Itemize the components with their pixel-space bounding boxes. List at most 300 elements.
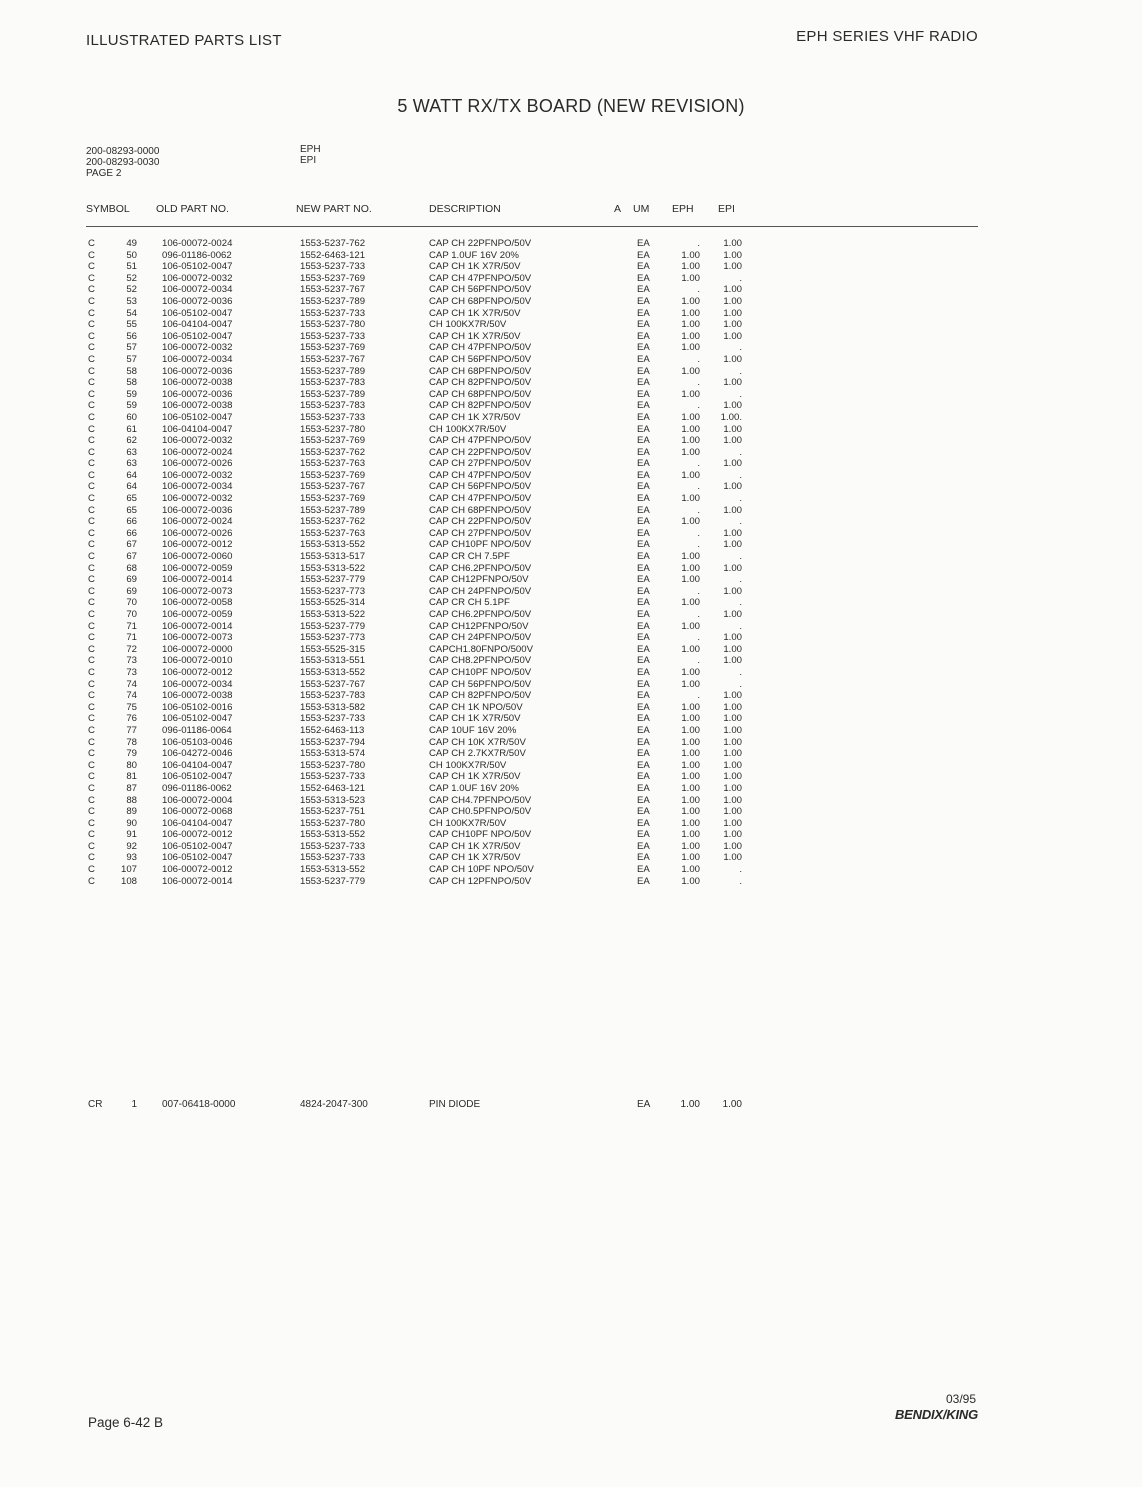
cell-um: EA (637, 458, 650, 470)
cell-eph: 1.00 (681, 643, 700, 655)
assembly-part-number: 200-08293-0000 (86, 146, 160, 157)
cell-symbol: C (88, 458, 95, 470)
cell-old-part: 106-05102-0047 (162, 330, 233, 342)
column-header-old-part: OLD PART NO. (156, 203, 229, 215)
table-row (0, 470, 1142, 482)
table-row (0, 667, 1142, 679)
cell-eph: . (697, 632, 700, 644)
cell-new-part: 1553-5237-779 (300, 875, 366, 887)
cell-epi: 1.00 (723, 330, 742, 342)
cell-old-part: 106-05102-0047 (162, 852, 233, 864)
cell-um: EA (637, 736, 650, 748)
cell-new-part: 1553-5237-762 (300, 516, 366, 528)
cell-new-part: 1553-5237-789 (300, 365, 366, 377)
cell-um: EA (637, 238, 650, 249)
cell-number: 65 (126, 493, 137, 505)
table-row (0, 412, 1142, 424)
cell-description: CAP CH 1K X7R/50V (429, 307, 521, 319)
cell-new-part: 1553-5237-783 (300, 690, 366, 702)
cell-new-part: 1553-5237-733 (300, 840, 366, 852)
cell-number: 74 (126, 678, 137, 690)
cell-description: CAP CH 68PFNPO/50V (429, 504, 532, 516)
cell-new-part: 1553-5525-314 (300, 597, 366, 609)
cell-symbol: C (88, 388, 95, 400)
cell-epi: 1.00. (720, 411, 742, 423)
cell-epi: 1.00 (723, 632, 742, 644)
cell-um: EA (637, 643, 650, 655)
cell-um: EA (637, 724, 650, 736)
cell-number: 92 (126, 840, 137, 852)
cell-eph: 1.00 (681, 307, 700, 319)
cell-description: CAP CH 47PFNPO/50V (429, 435, 532, 447)
cell-old-part: 096-01186-0062 (162, 782, 232, 794)
cell-description: PIN DIODE (429, 1099, 481, 1110)
table-row (0, 690, 1142, 702)
cell-eph: 1.00 (681, 620, 700, 632)
table-row (0, 829, 1142, 841)
cell-epi: 1.00 (723, 295, 742, 307)
cell-um: EA (637, 620, 650, 632)
cell-eph: 1.00 (681, 875, 700, 887)
cell-number: 67 (126, 551, 137, 563)
cell-symbol: C (88, 875, 95, 887)
cell-old-part: 106-00072-0014 (162, 620, 233, 632)
cell-eph: 1.00 (681, 295, 700, 307)
cell-new-part: 1553-5237-783 (300, 377, 366, 389)
table-row (0, 609, 1142, 621)
cell-new-part: 1553-5237-767 (300, 678, 366, 690)
cell-um: EA (637, 771, 650, 783)
cell-eph: 1.00 (681, 829, 700, 841)
cell-number: 78 (126, 736, 137, 748)
cell-um: EA (637, 817, 650, 829)
cell-old-part: 106-00072-0014 (162, 574, 233, 586)
cell-number: 64 (126, 469, 137, 481)
cell-new-part: 1553-5237-733 (300, 771, 366, 783)
cell-symbol: C (88, 852, 95, 864)
cell-old-part: 106-00072-0012 (162, 666, 233, 678)
cell-symbol: C (88, 238, 95, 249)
cell-eph: . (697, 527, 700, 539)
table-row (0, 250, 1142, 262)
cell-new-part: 1553-5237-767 (300, 284, 366, 296)
cell-um: EA (637, 829, 650, 841)
table-row (0, 284, 1142, 296)
cell-epi: 1.00 (723, 806, 742, 818)
cell-eph: 1.00 (681, 771, 700, 783)
column-header-epi: EPI (718, 203, 735, 215)
cell-description: CAP CH 2.7KX7R/50V (429, 748, 526, 760)
table-header (0, 203, 1142, 217)
cell-epi: 1.00 (723, 284, 742, 296)
cell-symbol: C (88, 724, 95, 736)
table-row (0, 771, 1142, 783)
cell-symbol: C (88, 353, 95, 365)
cell-description: CAP CH6.2PFNPO/50V (429, 562, 532, 574)
cell-eph: 1.00 (681, 446, 700, 458)
cell-old-part: 096-01186-0062 (162, 249, 232, 261)
cell-new-part: 1553-5313-574 (300, 748, 366, 760)
cell-number: 52 (126, 272, 137, 284)
cell-number: 1 (131, 1099, 137, 1110)
cell-um: EA (637, 249, 650, 261)
cell-epi: 1.00 (723, 724, 742, 736)
cell-old-part: 106-00072-0024 (162, 516, 233, 528)
cell-old-part: 106-00072-0073 (162, 585, 233, 597)
cell-old-part: 106-00072-0034 (162, 353, 233, 365)
cell-number: 70 (126, 609, 137, 620)
cell-description: CAP CH8.2PFNPO/50V (429, 655, 532, 667)
cell-eph: 1.00 (681, 493, 700, 505)
cell-epi: 1.00 (723, 713, 742, 725)
cell-description: CAP CH 82PFNPO/50V (429, 400, 532, 412)
cell-eph: 1.00 (681, 840, 700, 852)
cell-um: EA (637, 411, 650, 423)
cell-symbol: C (88, 585, 95, 597)
cell-eph: . (697, 585, 700, 597)
cell-number: 55 (126, 319, 137, 331)
cell-symbol: C (88, 701, 95, 713)
cell-symbol: C (88, 609, 95, 620)
cell-description: CAP CH 24PFNPO/50V (429, 585, 532, 597)
cell-new-part: 1553-5237-769 (300, 435, 366, 447)
cell-number: 53 (126, 295, 137, 307)
cell-epi: . (739, 597, 742, 609)
table-row (0, 528, 1142, 540)
cell-symbol: C (88, 782, 95, 794)
cell-description: CAP CR CH 5.1PF (429, 597, 510, 609)
cell-number: 62 (126, 435, 137, 447)
cell-new-part: 1553-5237-780 (300, 319, 366, 331)
table-row (0, 539, 1142, 551)
cell-new-part: 1553-5237-780 (300, 759, 366, 771)
table-row (0, 319, 1142, 331)
cell-epi: 1.00 (723, 377, 742, 389)
cell-description: CAP CH 68PFNPO/50V (429, 388, 532, 400)
cell-eph: 1.00 (681, 701, 700, 713)
cell-um: EA (637, 319, 650, 331)
table-row (0, 551, 1142, 563)
cell-epi: . (739, 365, 742, 377)
cell-epi: . (739, 678, 742, 690)
cell-new-part: 1553-5237-733 (300, 261, 366, 273)
cell-symbol: C (88, 249, 95, 261)
cell-new-part: 1553-5237-762 (300, 446, 366, 458)
cell-eph: 1.00 (680, 1099, 700, 1110)
cell-epi: 1.00 (723, 736, 742, 748)
page-title: 5 WATT RX/TX BOARD (NEW REVISION) (397, 96, 745, 116)
cell-um: EA (637, 388, 650, 400)
cell-description: CAP CH 56PFNPO/50V (429, 284, 532, 296)
table-row (0, 748, 1142, 760)
cell-number: 52 (126, 284, 137, 296)
cell-um: EA (637, 295, 650, 307)
cell-um: EA (637, 353, 650, 365)
cell-um: EA (637, 330, 650, 342)
cell-number: 51 (126, 261, 137, 273)
cell-number: 93 (126, 852, 137, 864)
table-row (0, 366, 1142, 378)
cell-description: CAP CH 1K X7R/50V (429, 771, 521, 783)
column-header-symbol: SYMBOL (86, 203, 130, 215)
cell-number: 60 (126, 411, 137, 423)
cell-description: CAP CH 22PFNPO/50V (429, 446, 532, 458)
column-header-a: A (614, 203, 622, 215)
cell-old-part: 106-00072-0038 (162, 377, 233, 389)
cell-um: EA (637, 527, 650, 539)
cell-eph: . (697, 609, 700, 620)
cell-epi: 1.00 (723, 458, 742, 470)
cell-eph: 1.00 (681, 516, 700, 528)
cell-new-part: 1553-5313-517 (300, 551, 366, 563)
cell-um: EA (637, 481, 650, 493)
cell-symbol: C (88, 632, 95, 644)
cell-number: 61 (126, 423, 137, 435)
cell-new-part: 1553-5237-733 (300, 852, 366, 864)
table-row (0, 621, 1142, 633)
cell-new-part: 1553-5237-733 (300, 330, 366, 342)
cell-old-part: 106-00072-0012 (162, 539, 233, 551)
cell-description: CAP CH 47PFNPO/50V (429, 342, 532, 354)
cell-symbol: C (88, 481, 95, 493)
cell-eph: 1.00 (681, 272, 700, 284)
table-row (0, 632, 1142, 644)
cell-um: EA (637, 446, 650, 458)
cell-symbol: C (88, 411, 95, 423)
cell-epi: 1.00 (723, 655, 742, 667)
table-row (0, 818, 1142, 830)
cell-number: 69 (126, 585, 137, 597)
assembly-info (86, 146, 159, 179)
cell-symbol: C (88, 713, 95, 725)
cell-eph: 1.00 (681, 724, 700, 736)
cell-number: 63 (126, 458, 137, 470)
cell-symbol: C (88, 400, 95, 412)
assembly-code: EPH (300, 144, 321, 155)
cell-epi: . (739, 342, 742, 354)
cell-description: CAP CH0.5PFNPO/50V (429, 806, 532, 818)
cell-description: CAP CH 24PFNPO/50V (429, 632, 532, 644)
header-right-title: EPH SERIES VHF RADIO (796, 28, 978, 45)
cell-old-part: 106-00072-0026 (162, 527, 233, 539)
cell-number: 58 (126, 365, 137, 377)
cell-description: CAP CH 68PFNPO/50V (429, 295, 532, 307)
cell-description: CAP CH6.2PFNPO/50V (429, 609, 532, 620)
table-row (0, 308, 1142, 320)
table-row (0, 644, 1142, 656)
cell-um: EA (637, 748, 650, 760)
cell-eph: 1.00 (681, 562, 700, 574)
cell-new-part: 1553-5237-789 (300, 295, 366, 307)
cell-eph: 1.00 (681, 713, 700, 725)
cell-eph: . (697, 377, 700, 389)
column-header-um: UM (633, 203, 650, 215)
cell-description: CAP CH 56PFNPO/50V (429, 678, 532, 690)
cell-eph: 1.00 (681, 551, 700, 563)
cell-symbol: C (88, 666, 95, 678)
cell-epi: 1.00 (723, 504, 742, 516)
cell-new-part: 1552-6463-121 (300, 249, 366, 261)
table-row (0, 586, 1142, 598)
cell-description: CAP CH 22PFNPO/50V (429, 516, 532, 528)
cell-number: 77 (126, 724, 137, 736)
cell-eph: . (697, 284, 700, 296)
cell-old-part: 106-00072-0058 (162, 597, 233, 609)
cell-epi: . (739, 516, 742, 528)
cell-eph: . (697, 655, 700, 667)
cell-old-part: 106-00072-0036 (162, 295, 233, 307)
cell-new-part: 1553-5237-769 (300, 342, 366, 354)
table-row (0, 806, 1142, 818)
cell-new-part: 1553-5237-763 (300, 527, 366, 539)
cell-old-part: 106-00072-0004 (162, 794, 233, 806)
cell-symbol: C (88, 516, 95, 528)
cell-number: 50 (126, 249, 137, 261)
cell-symbol: C (88, 690, 95, 702)
cell-eph: 1.00 (681, 249, 700, 261)
assembly-codes (300, 144, 321, 166)
table-row (0, 655, 1142, 667)
cell-new-part: 1553-5237-763 (300, 458, 366, 470)
cell-description: CAP CH 27PFNPO/50V (429, 458, 532, 470)
cell-description: CAP CH 22PFNPO/50V (429, 238, 532, 249)
cell-description: CAP CH 10PF NPO/50V (429, 864, 534, 876)
cell-old-part: 106-04104-0047 (162, 759, 233, 771)
cell-description: CAP CH 1K X7R/50V (429, 840, 521, 852)
cell-number: 80 (126, 759, 137, 771)
cell-new-part: 1552-6463-121 (300, 782, 366, 794)
cell-new-part: 1553-5237-780 (300, 423, 366, 435)
cell-new-part: 1553-5237-773 (300, 585, 366, 597)
cell-number: 76 (126, 713, 137, 725)
cell-eph: 1.00 (681, 574, 700, 586)
cell-symbol: C (88, 342, 95, 354)
cell-symbol: CR (88, 1099, 103, 1110)
cell-description: CH 100KX7R/50V (429, 817, 507, 829)
cell-epi: . (739, 666, 742, 678)
cell-old-part: 106-00072-0036 (162, 504, 233, 516)
cell-description: CAP CH 47PFNPO/50V (429, 493, 532, 505)
cell-old-part: 106-05102-0047 (162, 261, 233, 273)
cell-old-part: 106-04272-0046 (162, 748, 233, 760)
cell-number: 89 (126, 806, 137, 818)
cell-old-part: 106-00072-0059 (162, 562, 233, 574)
cell-um: EA (637, 365, 650, 377)
header-divider (86, 226, 978, 227)
parts-table-body (0, 238, 1142, 887)
cell-epi: 1.00 (723, 701, 742, 713)
cell-description: CAP CH 1K X7R/50V (429, 330, 521, 342)
cell-eph: 1.00 (681, 864, 700, 876)
cell-eph: 1.00 (681, 852, 700, 864)
cell-new-part: 1553-5313-552 (300, 829, 366, 841)
cell-description: CAP CH 1K X7R/50V (429, 713, 521, 725)
cell-eph: . (697, 481, 700, 493)
cell-um: EA (637, 609, 650, 620)
table-row (0, 331, 1142, 343)
cell-number: 65 (126, 504, 137, 516)
cell-epi: 1.00 (723, 319, 742, 331)
cell-um: EA (637, 504, 650, 516)
cell-eph: 1.00 (681, 261, 700, 273)
cell-symbol: C (88, 377, 95, 389)
cell-old-part: 106-00072-0036 (162, 388, 233, 400)
table-row (0, 238, 1142, 250)
cell-um: EA (637, 435, 650, 447)
cell-description: CAP CH 82PFNPO/50V (429, 377, 532, 389)
table-row (0, 876, 1142, 888)
table-row (0, 389, 1142, 401)
table-row (0, 795, 1142, 807)
cell-um: EA (637, 469, 650, 481)
cell-number: 71 (126, 620, 137, 632)
cell-epi: . (739, 272, 742, 284)
cell-old-part: 106-00072-0010 (162, 655, 233, 667)
cell-old-part: 106-00072-0059 (162, 609, 233, 620)
cell-epi: 1.00 (723, 562, 742, 574)
cell-description: CAP CH 47PFNPO/50V (429, 272, 532, 284)
cell-epi: 1.00 (723, 423, 742, 435)
cell-old-part: 106-05102-0047 (162, 713, 233, 725)
table-row (0, 713, 1142, 725)
cell-um: EA (637, 585, 650, 597)
cell-epi: 1.00 (723, 609, 742, 620)
cell-number: 70 (126, 597, 137, 609)
cell-epi: . (739, 446, 742, 458)
cell-number: 81 (126, 771, 137, 783)
cell-eph: 1.00 (681, 330, 700, 342)
cell-epi: 1.00 (723, 539, 742, 551)
table-row (0, 493, 1142, 505)
cell-description: CAP CH 47PFNPO/50V (429, 469, 532, 481)
cell-new-part: 1553-5237-769 (300, 272, 366, 284)
cell-um: EA (637, 400, 650, 412)
cell-old-part: 106-00072-0073 (162, 632, 233, 644)
cell-number: 58 (126, 377, 137, 389)
cell-description: CAP CH 1K NPO/50V (429, 701, 523, 713)
brand-name: BENDIX/KING (894, 1407, 978, 1422)
cell-eph: 1.00 (681, 678, 700, 690)
cell-new-part: 1553-5313-522 (300, 562, 366, 574)
cell-epi: 1.00 (723, 249, 742, 261)
cell-description: CAP CH 27PFNPO/50V (429, 527, 532, 539)
cell-new-part: 1553-5313-522 (300, 609, 366, 620)
cell-number: 73 (126, 666, 137, 678)
table-row (0, 273, 1142, 285)
cell-um: EA (637, 377, 650, 389)
cell-epi: . (739, 388, 742, 400)
cell-um: EA (637, 632, 650, 644)
cell-description: CAP CH 68PFNPO/50V (429, 365, 532, 377)
cell-epi: 1.00 (723, 794, 742, 806)
cell-old-part: 106-05102-0047 (162, 307, 233, 319)
cell-epi: 1.00 (723, 238, 742, 249)
cell-old-part: 106-00072-0032 (162, 493, 233, 505)
revision-date: 03/95 (945, 1392, 976, 1406)
cell-number: 88 (126, 794, 137, 806)
table-row (0, 737, 1142, 749)
cell-number: 49 (126, 238, 137, 249)
cell-number: 67 (126, 539, 137, 551)
cell-epi: . (739, 551, 742, 563)
cell-symbol: C (88, 794, 95, 806)
cell-number: 66 (126, 516, 137, 528)
cell-description: CAP CH 82PFNPO/50V (429, 690, 532, 702)
cell-new-part: 1553-5237-733 (300, 713, 366, 725)
cell-new-part: 1553-5237-773 (300, 632, 366, 644)
cell-number: 54 (126, 307, 137, 319)
cell-um: EA (637, 782, 650, 794)
